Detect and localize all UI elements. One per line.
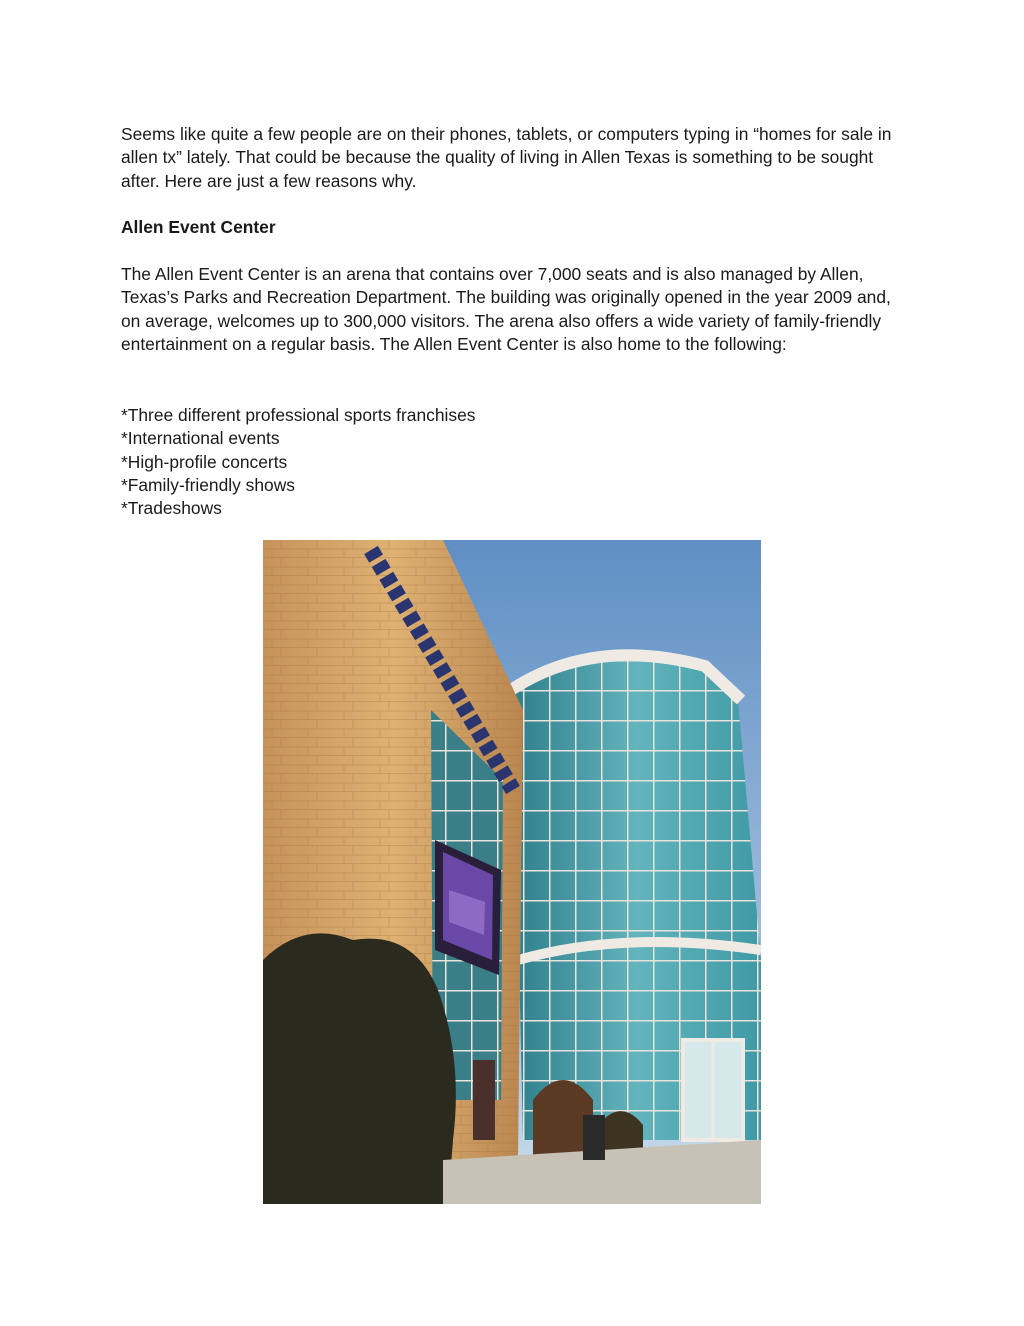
list-item: *Tradeshows [121, 498, 222, 519]
list-item: *High-profile concerts [121, 451, 288, 472]
section-heading-text: Allen Event Center [121, 217, 276, 237]
list-item: *Three different professional sports franchises [121, 405, 476, 425]
body-text: The Allen Event Center is an arena that contains over 7,000 seats and is also managed by Allen, Texas’s Parks and Recreation Department. The building was originally opened in the year 2009 and, on average, welcomes up to 300,000 visitors. The arena also offers a wide variety of family-friendly entertainment on a regular basis. The Allen Event Center is also home to the following: [121, 264, 891, 354]
intro-text: Seems like quite a few people are on their phones, tablets, or computers typing in “homes for sale in allen tx” lately. That could be because the quality of living in Allen Texas is something to be sought after. Here are just a few reasons why. [121, 124, 892, 191]
event-center-photo [263, 540, 761, 1204]
list-item: *International events [121, 428, 280, 449]
section-heading [121, 216, 911, 239]
list-item: *Family-friendly shows [121, 474, 295, 495]
feature-list [121, 404, 911, 520]
body-paragraph [121, 263, 911, 356]
glass-rotunda [511, 655, 761, 1140]
intro-paragraph [121, 123, 911, 193]
